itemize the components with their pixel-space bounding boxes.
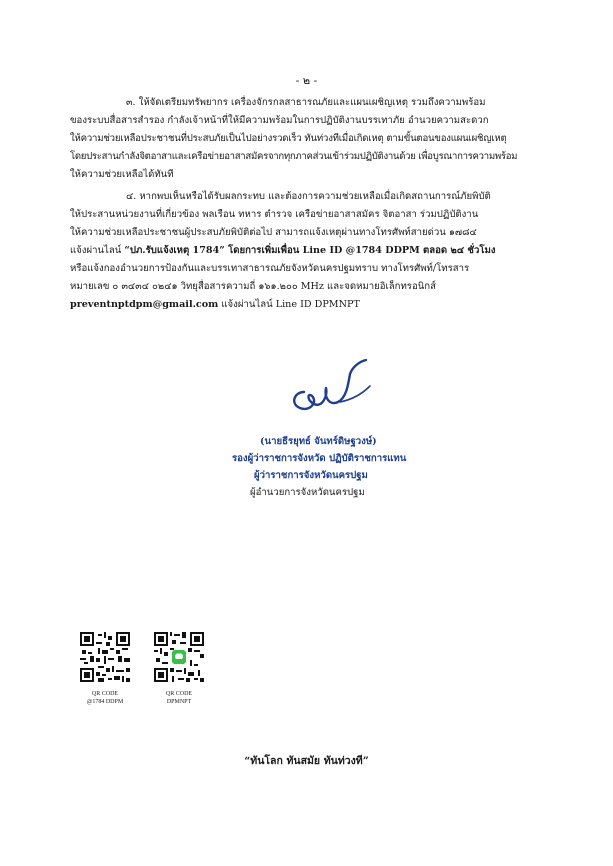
paragraph-4 — [70, 188, 558, 314]
signatory-name: (นายธีรยุทธ์ จันทร์ดิษฐวงษ์) — [260, 436, 377, 447]
page-number: - ๒ - — [295, 74, 318, 87]
para4-line: ให้ประสานหน่วยงานที่เกี่ยวข้อง พลเรือน ทหาร ตำรวจ เครือข่ายอาสาสมัคร จิตอาสา ร่วมปฏิบัติงาน — [70, 209, 479, 220]
line-prefix: แจ้งผ่านไลน์ — [70, 245, 125, 256]
qr-caption: DPMNPT — [166, 699, 192, 705]
qr-code-line-icon — [154, 632, 204, 682]
signatory-title-3: ผู้อำนวยการจังหวัดนครปฐม — [250, 487, 365, 498]
signature-block — [232, 433, 432, 501]
para4-line: หมายเลข ๐ ๓๔๓๔ ๐๒๔๑ วิทยุสื่อสารความถี่ ๑๖๑.๒๐๐ MHz และจดหมายอิเล็กทรอนิกส์ — [70, 281, 436, 292]
line-id-callout: “ปภ.รับแจ้งเหตุ 1784” โดยการเพิ่มเพื่อน Line ID @1784 DDPM ตลอด ๒๔ ชั่วโมง — [124, 245, 496, 256]
para3-line: ให้ความช่วยเหลือประชาชนที่ประสบภัยเป็นไปอย่างรวดเร็ว ทันท่วงทีเมื่อเกิดเหตุ ตามขั้นตอนของแผนเผชิญเหตุ — [70, 133, 507, 144]
slogan: “ทันโลก ทันสมัย ทันท่วงที” — [244, 755, 369, 767]
para4-line — [70, 296, 558, 314]
qr-caption: @1784 DDPM — [86, 699, 124, 705]
para3-line: โดยประสานกำลังจิตอาสาและเครือข่ายอาสาสมัครจากทุกภาคส่วนเข้าร่วมปฏิบัติงานด้วย เพื่อบูรณาการความพร้อม — [70, 151, 518, 162]
para3-line: ๓. ให้จัดเตรียมทรัพยากร เครื่องจักรกลสาธารณภัยและแผนเผชิญเหตุ รวมถึงความพร้อม — [126, 97, 486, 108]
paragraph-3 — [70, 94, 558, 184]
para4-line — [70, 242, 558, 260]
signatory-title-1: รองผู้ว่าราชการจังหวัด ปฏิบัติราชการแทน — [232, 453, 407, 464]
para3-line: ของระบบสื่อสารสำรอง กำลังเจ้าหน้าที่ให้มีความพร้อมในการปฏิบัติงานบรรเทาภัย อำนวยความสะดวก — [70, 115, 489, 126]
email-address[interactable]: preventnptdpm@gmail.com — [70, 299, 219, 310]
qr-label-1 — [73, 690, 137, 706]
para4-line: ๔. หากพบเห็นหรือได้รับผลกระทบ และต้องการความช่วยเหลือเมื่อเกิดสถานการณ์ภัยพิบัติ — [126, 191, 491, 202]
qr-code-1784-icon — [80, 632, 130, 682]
para4-line: ให้ความช่วยเหลือประชาชนผู้ประสบภัยพิบัติต่อไป สามารถแจ้งเหตุผ่านทางโทรศัพท์สายด่วน ๑๗๘๔ — [70, 227, 477, 238]
para3-line: ให้ความช่วยเหลือได้ทันที — [70, 169, 174, 180]
para4-line: หรือแจ้งกองอำนวยการป้องกันและบรรเทาสาธารณภัยจังหวัดนครปฐมทราบ ทางโทรศัพท์/โทรสาร — [70, 263, 470, 274]
signatory-title-2: ผู้ว่าราชการจังหวัดนครปฐม — [254, 470, 368, 481]
handwritten-signature — [270, 356, 380, 422]
qr-caption: QR CODE — [165, 691, 193, 697]
qr-label-2 — [147, 690, 211, 706]
qr-caption: QR CODE — [91, 691, 119, 697]
line-id-text: แจ้งผ่านไลน์ Line ID DPMNPT — [218, 299, 360, 310]
